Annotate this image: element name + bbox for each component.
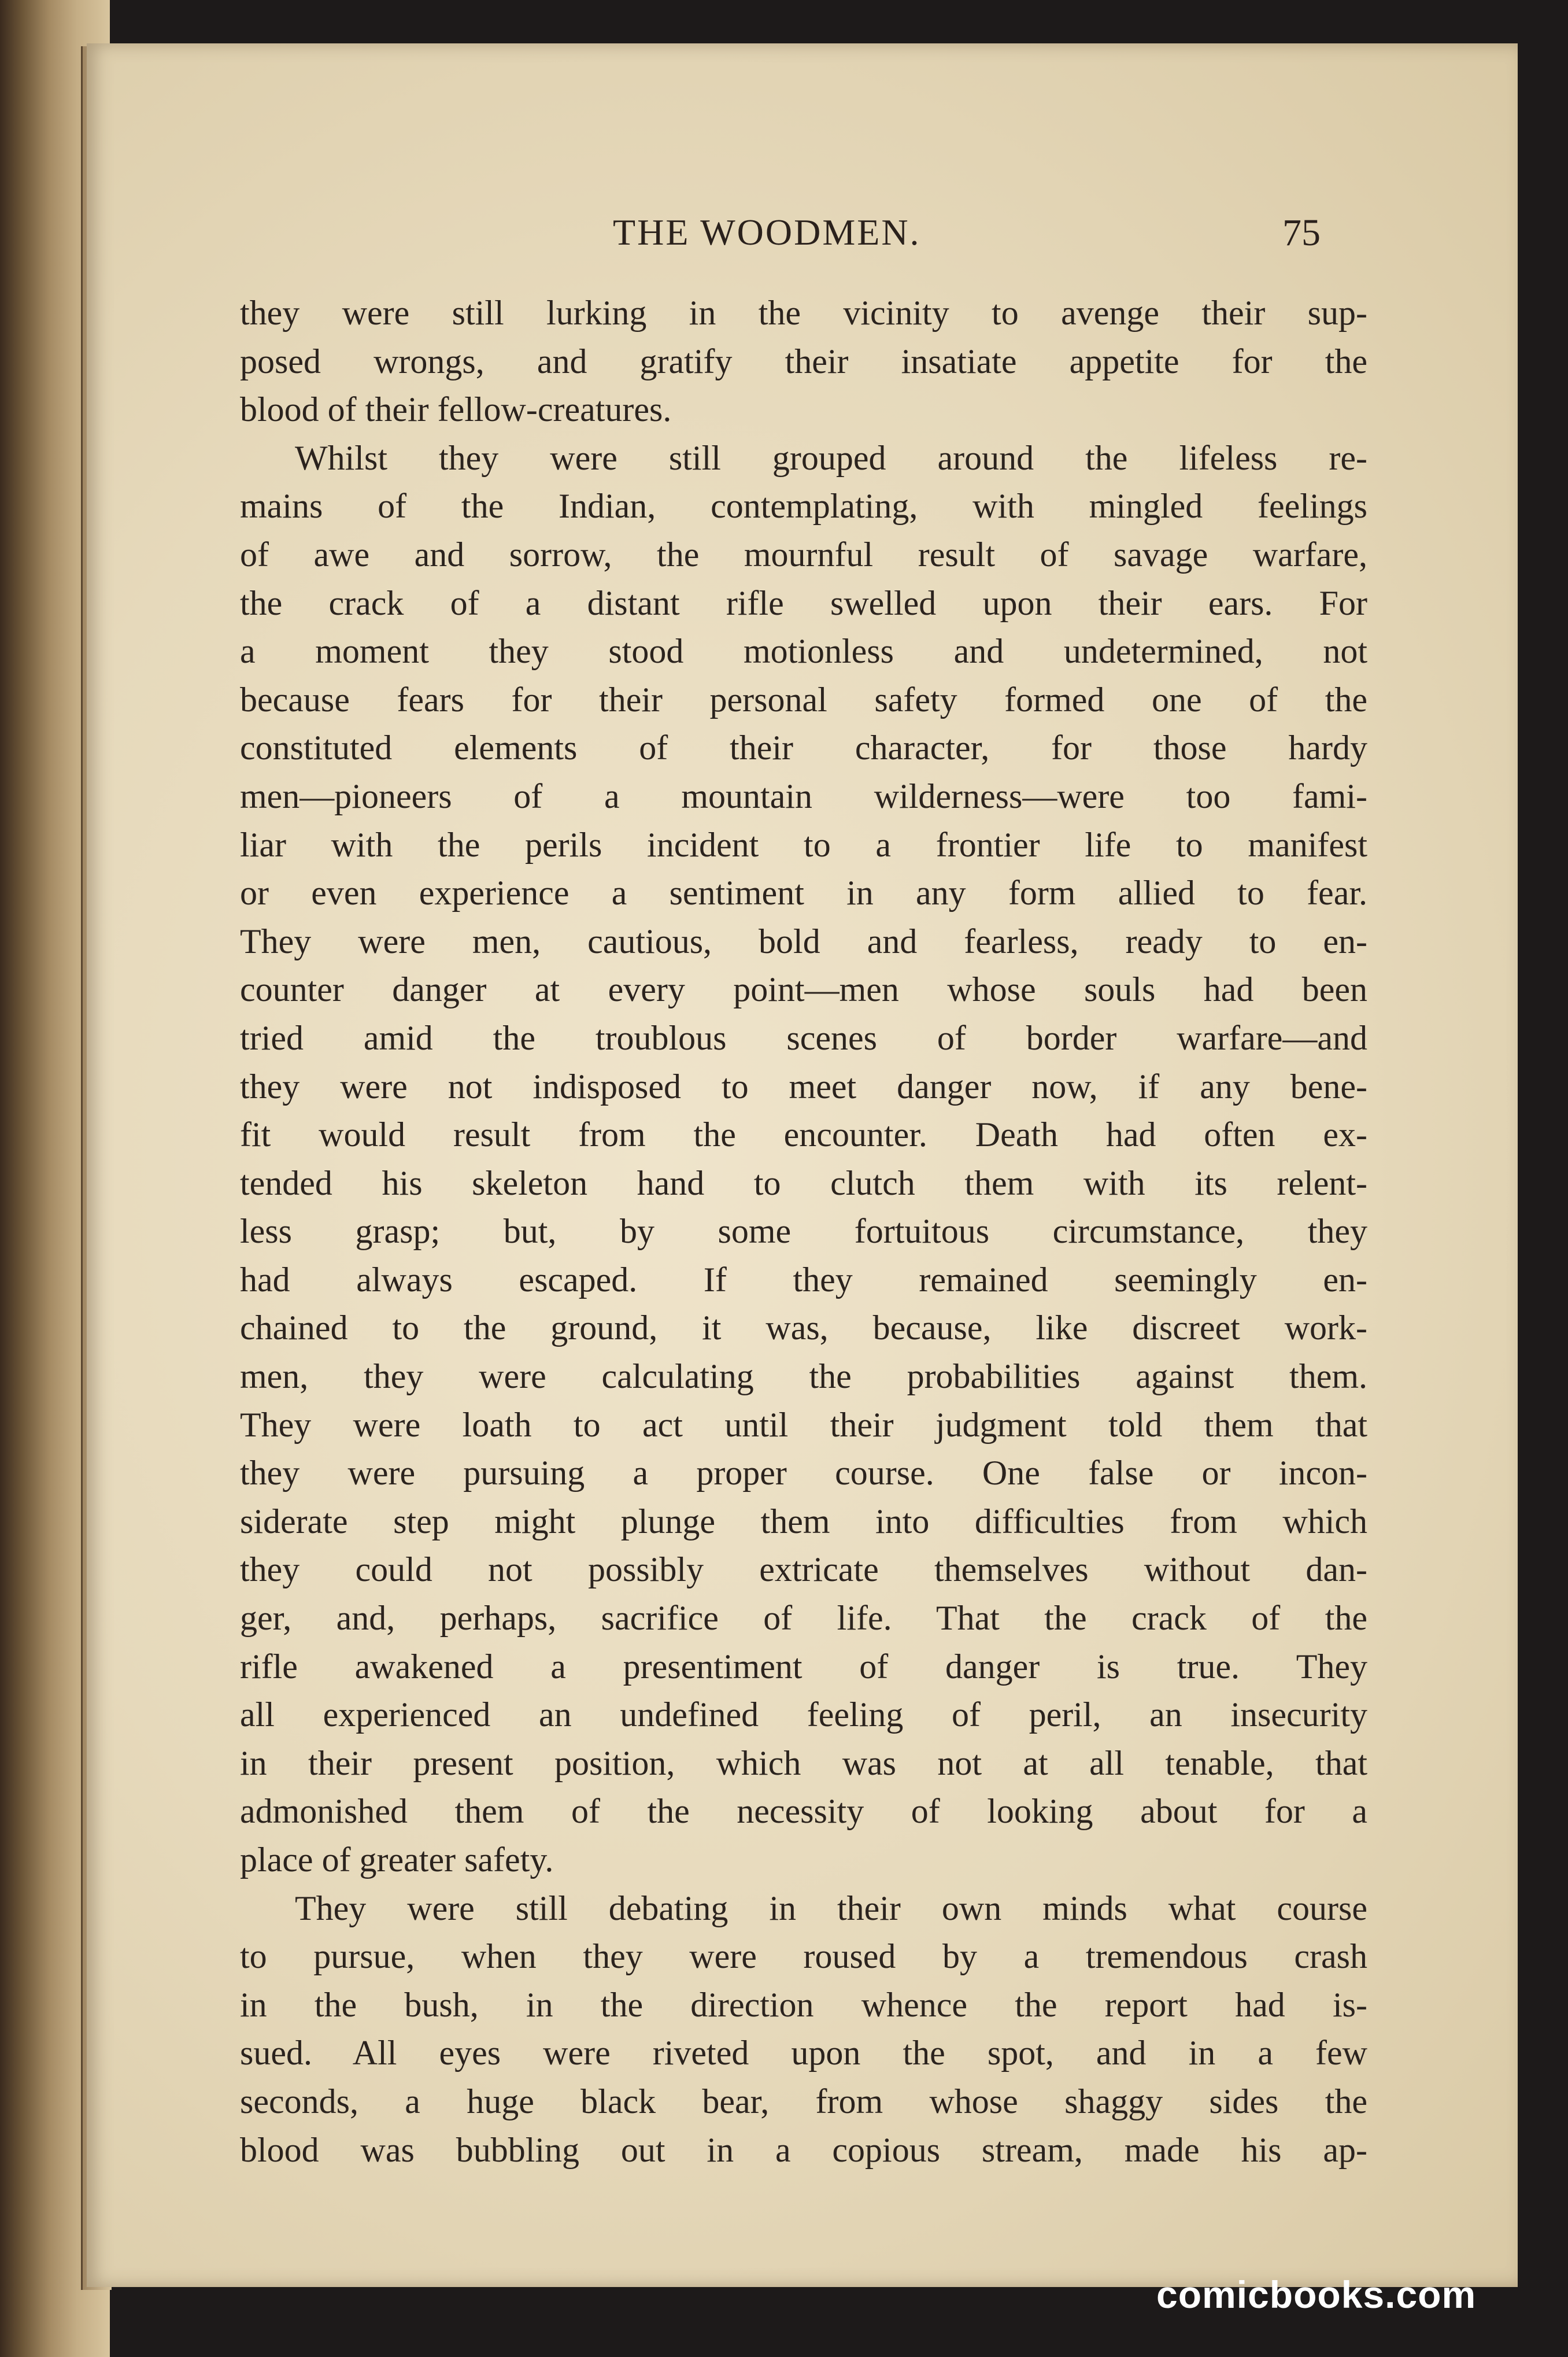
text-line: because fears for their personal safety formed one of the xyxy=(240,680,1367,719)
text-line: men, they were calculating the probabilities against them. xyxy=(240,1357,1367,1396)
text-line: of awe and sorrow, the mournful result of savage warfare, xyxy=(240,535,1367,574)
text-line: tried amid the troublous scenes of border warfare—and xyxy=(240,1018,1367,1057)
text-line: all experienced an undefined feeling of peril, an insecurity xyxy=(240,1695,1367,1734)
text-line: less grasp; but, by some fortuitous circumstance, they xyxy=(240,1212,1367,1251)
text-line: They were loath to act until their judgment told them that xyxy=(240,1405,1367,1444)
text-line: mains of the Indian, contemplating, with mingled feelings xyxy=(240,487,1367,526)
text-line: liar with the perils incident to a frontier life to manifest xyxy=(240,825,1367,864)
text-line: seconds, a huge black bear, from whose shaggy sides the xyxy=(240,2082,1367,2120)
text-line: a moment they stood motionless and undetermined, not xyxy=(240,632,1367,671)
text-line: ger, and, perhaps, sacrifice of life. That the crack of the xyxy=(240,1599,1367,1638)
text-line: sued. All eyes were riveted upon the spot, and in a few xyxy=(240,2034,1367,2072)
book-page xyxy=(87,43,1518,2287)
text-line: the crack of a distant rifle swelled upon their ears. For xyxy=(240,583,1367,622)
text-line: siderate step might plunge them into difficulties from which xyxy=(240,1502,1367,1540)
text-line: in the bush, in the direction whence the report had is- xyxy=(240,1985,1367,2024)
text-line: blood was bubbling out in a copious stream, made his ap- xyxy=(240,2130,1367,2169)
text-line: they were pursuing a proper course. One false or incon- xyxy=(240,1454,1367,1492)
text-line: They were men, cautious, bold and fearless, ready to en- xyxy=(240,922,1367,960)
text-line: they could not possibly extricate themselves without dan- xyxy=(240,1550,1367,1589)
text-line: they were not indisposed to meet danger now, if any bene- xyxy=(240,1067,1367,1106)
text-line: constituted elements of their character, for those hardy xyxy=(240,729,1367,767)
text-line: men—pioneers of a mountain wilderness—were too fami- xyxy=(240,777,1367,815)
text-line: blood of their fellow-creatures. xyxy=(240,390,672,429)
page-number: 75 xyxy=(1282,212,1321,254)
text-line: or even experience a sentiment in any form allied to fear. xyxy=(240,874,1367,912)
text-line: rifle awakened a presentiment of danger is true. They xyxy=(240,1647,1367,1686)
text-line: in their present position, which was not at all tenable, that xyxy=(240,1743,1367,1782)
text-line: Whilst they were still grouped around the lifeless re- xyxy=(295,438,1367,477)
running-title: THE WOODMEN. xyxy=(613,212,921,253)
text-line: they were still lurking in the vicinity to avenge their sup- xyxy=(240,294,1367,332)
watermark: comicbooks.com xyxy=(1156,2273,1477,2316)
running-head xyxy=(87,211,1518,257)
text-line: had always escaped. If they remained seemingly en- xyxy=(240,1260,1367,1299)
text-line: counter danger at every point—men whose souls had been xyxy=(240,970,1367,1009)
text-line: to pursue, when they were roused by a tremendous crash xyxy=(240,1937,1367,1976)
text-line: fit would result from the encounter. Death had often ex- xyxy=(240,1115,1367,1154)
body-text xyxy=(240,289,1367,2174)
text-line: place of greater safety. xyxy=(240,1841,554,1879)
text-line: tended his skeleton hand to clutch them with its relent- xyxy=(240,1163,1367,1202)
text-line: posed wrongs, and gratify their insatiate appetite for the xyxy=(240,342,1367,380)
text-line: admonished them of the necessity of looking about for a xyxy=(240,1792,1367,1831)
text-line: chained to the ground, it was, because, like discreet work- xyxy=(240,1309,1367,1347)
text-line: They were still debating in their own minds what course xyxy=(295,1889,1367,1927)
